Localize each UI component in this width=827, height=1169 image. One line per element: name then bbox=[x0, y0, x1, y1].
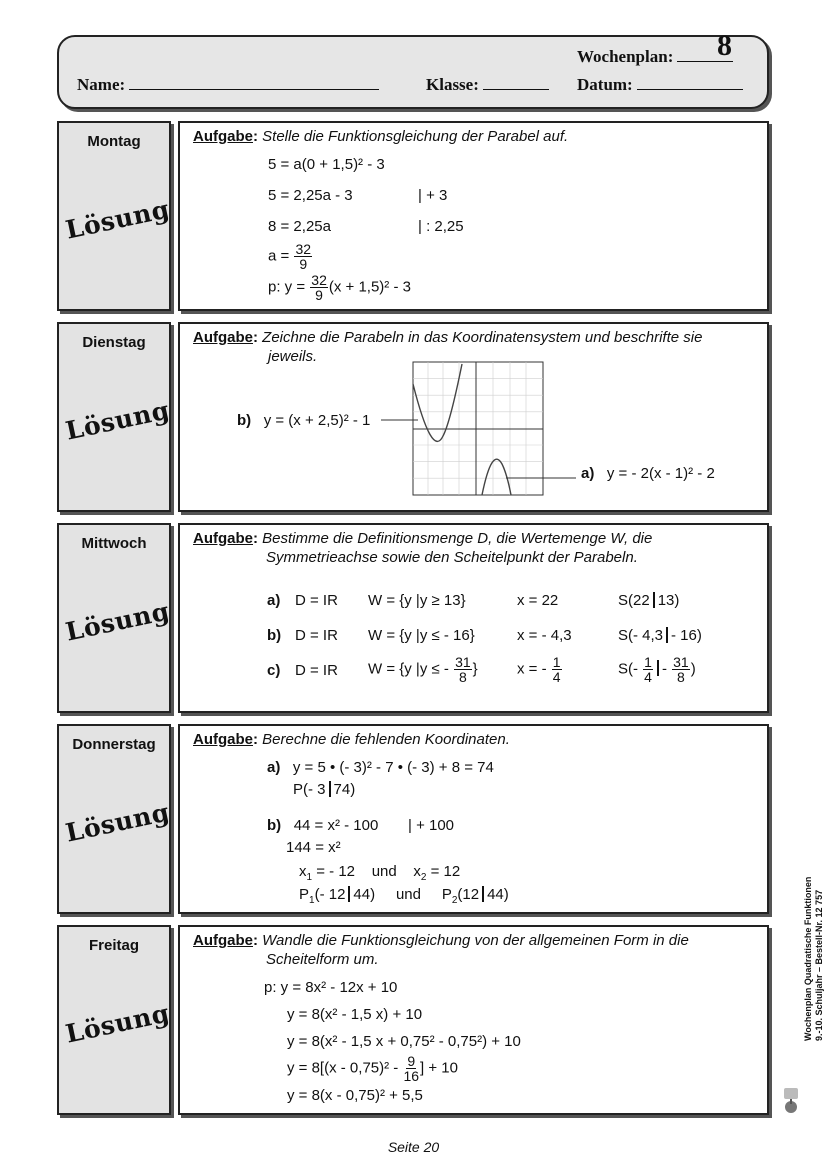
instruction-mittwoch-2: Symmetrieachse sowie den Scheitelpunkt der Parabeln. bbox=[266, 549, 638, 566]
wochenplan-field bbox=[577, 47, 733, 67]
item-c-axis-text: x = - bbox=[517, 660, 551, 678]
task-cell-mittwoch bbox=[178, 523, 769, 713]
math-line-3: y = 8(x² - 1,5 x + 0,75² - 0,75²) + 10 bbox=[287, 1033, 521, 1050]
part-a-point-x: P(- 3 bbox=[293, 781, 326, 798]
fraction bbox=[294, 242, 312, 271]
item-a-range: W = {y |y ≥ 13} bbox=[368, 592, 466, 609]
fraction-den: 16 bbox=[403, 1068, 420, 1084]
datum-label: Datum: bbox=[577, 75, 633, 94]
item-a-vertex-x: S(22 bbox=[618, 592, 650, 609]
item-c-vertex-end: ) bbox=[690, 660, 696, 678]
label-b-equation: y = (x + 2,5)² - 1 bbox=[263, 412, 371, 429]
item-c-vertex bbox=[618, 655, 696, 684]
math-line-5 bbox=[268, 273, 411, 302]
math-line-2: 5 = 2,25a - 3 bbox=[268, 187, 353, 204]
math-line-4 bbox=[268, 242, 313, 271]
fraction-den: 4 bbox=[552, 669, 561, 685]
row-dienstag bbox=[57, 322, 769, 512]
item-a-domain: D = IR bbox=[295, 592, 338, 609]
label-a bbox=[581, 465, 715, 482]
week-number: 8 bbox=[717, 29, 732, 62]
instruction-montag: Stelle die Funktionsgleichung der Parabel auf. bbox=[262, 128, 569, 145]
row-mittwoch bbox=[57, 523, 769, 713]
part-a-eq-text: y = 5 • (- 3)² - 7 • (- 3) + 8 = 74 bbox=[292, 759, 494, 776]
task-cell-freitag bbox=[178, 925, 769, 1115]
math-line-4-end: ] + 10 bbox=[420, 1059, 458, 1077]
p1-y: 44) bbox=[353, 886, 376, 903]
task-heading-donnerstag: Aufgabe: Berechne die fehlenden Koordinaten. bbox=[193, 731, 510, 748]
fraction-den: 9 bbox=[299, 256, 308, 272]
task-cell-dienstag bbox=[178, 322, 769, 512]
label-b bbox=[237, 412, 370, 429]
und-word: und bbox=[371, 863, 397, 880]
part-b-points bbox=[299, 886, 509, 906]
fraction-den: 9 bbox=[315, 287, 323, 303]
fraction bbox=[643, 655, 653, 684]
item-c-label: c) bbox=[267, 662, 281, 679]
loesung-stamp-freitag: Lösung bbox=[63, 998, 173, 1049]
fraction-num: 1 bbox=[552, 654, 561, 670]
instruction-dienstag-1: Zeichne die Parabeln in das Koordinatensystem und beschrifte sie bbox=[262, 329, 703, 346]
task-heading-dienstag: Aufgabe: Zeichne die Parabeln in das Koordinatensystem und beschrifte sie bbox=[193, 329, 703, 346]
item-b-domain: D = IR bbox=[295, 627, 338, 644]
publisher-side-text bbox=[803, 877, 825, 1041]
side-text-2: 9.-10. Schuljahr – Bestell-Nr. 12 757 bbox=[814, 889, 824, 1041]
item-b-range: W = {y |y ≤ - 16} bbox=[368, 627, 475, 644]
item-c-domain: D = IR bbox=[295, 662, 338, 679]
publisher-logo-icon bbox=[781, 1084, 801, 1114]
p1-var: P bbox=[299, 886, 310, 903]
part-a-point bbox=[293, 781, 355, 798]
fraction bbox=[552, 655, 562, 684]
task-heading-freitag: Aufgabe: Wandle die Funktionsgleichung von der allgemeinen Form in die bbox=[193, 932, 689, 949]
loesung-stamp-mittwoch: Lösung bbox=[63, 596, 173, 647]
x2-var: x bbox=[413, 863, 421, 880]
day-name-freitag: Freitag bbox=[88, 937, 139, 954]
fraction-den: 4 bbox=[644, 669, 652, 685]
item-a-label: a) bbox=[267, 592, 281, 609]
fraction-num: 9 bbox=[407, 1053, 416, 1069]
math-line-1: 5 = a(0 + 1,5)² - 3 bbox=[268, 156, 385, 173]
math-line-5-end: (x + 1,5)² - 3 bbox=[328, 278, 411, 296]
fraction-num: 32 bbox=[295, 241, 312, 257]
fraction bbox=[454, 655, 472, 684]
instruction-freitag-2: Scheitelform um. bbox=[266, 951, 379, 968]
klasse-field bbox=[426, 75, 549, 95]
item-b-vertex-y: - 16) bbox=[671, 627, 702, 644]
page-number: Seite 20 bbox=[387, 1139, 440, 1155]
math-line-1: p: y = 8x² - 12x + 10 bbox=[264, 979, 398, 996]
task-cell-montag bbox=[178, 121, 769, 311]
header-box bbox=[57, 29, 769, 109]
part-a-label: a) bbox=[267, 759, 281, 776]
fraction-num: 32 bbox=[311, 272, 327, 288]
name-label: Name: bbox=[77, 75, 126, 94]
fraction bbox=[672, 655, 690, 684]
day-name-dienstag: Dienstag bbox=[82, 334, 146, 351]
math-op-3: | : 2,25 bbox=[418, 218, 464, 235]
instruction-mittwoch-1: Bestimme die Definitionsmenge D, die Wertemenge W, die bbox=[262, 530, 653, 547]
aufgabe-label: Aufgabe bbox=[193, 932, 253, 949]
part-a-point-y: 74) bbox=[333, 781, 356, 798]
fraction-den: 8 bbox=[677, 669, 685, 685]
math-line-5: y = 8(x - 0,75)² + 5,5 bbox=[287, 1087, 423, 1104]
day-cell-dienstag bbox=[57, 322, 171, 512]
task-heading-montag: Aufgabe: Stelle die Funktionsgleichung der Parabel auf. bbox=[193, 128, 569, 145]
x1-sub: 1 bbox=[306, 872, 313, 883]
math-line-2: y = 8(x² - 1,5 x) + 10 bbox=[287, 1006, 423, 1023]
p1-sub: 1 bbox=[309, 895, 315, 906]
math-line-4-text: a = bbox=[268, 247, 294, 265]
item-b-vertex-x: S(- 4,3 bbox=[618, 627, 664, 644]
item-a-vertex-y: 13) bbox=[657, 592, 680, 609]
day-cell-freitag bbox=[57, 925, 171, 1115]
item-c-vertex-text: S(- bbox=[618, 660, 643, 678]
loesung-stamp-dienstag: Lösung bbox=[63, 395, 173, 446]
item-a-axis: x = 22 bbox=[517, 592, 559, 609]
fraction-num: 31 bbox=[455, 654, 471, 670]
math-line-5-text: p: y = bbox=[268, 278, 310, 296]
day-name-donnerstag: Donnerstag bbox=[72, 736, 156, 753]
x2-value: = 12 bbox=[426, 863, 461, 880]
day-cell-donnerstag bbox=[57, 724, 171, 914]
row-montag bbox=[57, 121, 769, 311]
row-donnerstag bbox=[57, 724, 769, 914]
day-name-mittwoch: Mittwoch bbox=[81, 535, 147, 552]
day-name-montag: Montag bbox=[87, 133, 141, 150]
name-field bbox=[77, 75, 379, 95]
item-c-axis bbox=[517, 655, 563, 684]
instruction-dienstag-2: jeweils. bbox=[268, 348, 318, 365]
part-b-label: b) bbox=[267, 817, 282, 834]
und-word: und bbox=[395, 886, 421, 903]
row-freitag bbox=[57, 925, 769, 1115]
x2-sub: 2 bbox=[420, 872, 427, 883]
aufgabe-label: Aufgabe bbox=[193, 128, 253, 145]
item-c-range-text: W = {y |y ≤ - bbox=[368, 660, 454, 678]
item-c-vertex-mid: - bbox=[661, 660, 672, 678]
aufgabe-label: Aufgabe bbox=[193, 731, 253, 748]
fraction bbox=[403, 1054, 419, 1083]
p2-var: P bbox=[441, 886, 452, 903]
aufgabe-label: Aufgabe bbox=[193, 329, 253, 346]
math-line-3: 8 = 2,25a bbox=[268, 218, 331, 235]
p2-x: (12 bbox=[457, 886, 480, 903]
datum-field bbox=[577, 75, 743, 95]
part-b-solutions bbox=[299, 863, 460, 883]
part-b-op: | + 100 bbox=[408, 817, 455, 834]
p1-x: (- 12 bbox=[314, 886, 346, 903]
task-heading-mittwoch: Aufgabe: Bestimme die Definitionsmenge D, die Wertemenge W, die bbox=[193, 530, 653, 547]
part-b-equation bbox=[267, 817, 378, 834]
fraction bbox=[310, 273, 328, 302]
part-a-equation bbox=[267, 759, 494, 776]
item-b-vertex bbox=[618, 627, 702, 644]
fraction-den: 8 bbox=[458, 669, 467, 685]
p2-sub: 2 bbox=[451, 895, 458, 906]
side-text-1: Wochenplan Quadratische Funktionen bbox=[803, 876, 813, 1041]
math-line-4-text: y = 8[(x - 0,75)² - bbox=[287, 1059, 403, 1077]
math-line-4 bbox=[287, 1054, 458, 1083]
label-a-letter: a) bbox=[581, 465, 595, 482]
label-a-equation: y = - 2(x - 1)² - 2 bbox=[606, 465, 715, 482]
item-b-label: b) bbox=[267, 627, 282, 644]
item-a-vertex bbox=[618, 592, 679, 609]
item-b-axis: x = - 4,3 bbox=[517, 627, 572, 644]
math-op-2: | + 3 bbox=[418, 187, 448, 204]
label-b-letter: b) bbox=[237, 412, 252, 429]
wochenplan-label: Wochenplan: bbox=[577, 47, 674, 66]
fraction-num: 1 bbox=[644, 654, 652, 670]
loesung-stamp-montag: Lösung bbox=[63, 194, 173, 245]
item-c-range-end: } bbox=[472, 660, 478, 678]
loesung-stamp-donnerstag: Lösung bbox=[63, 797, 173, 848]
x1-value: = - 12 bbox=[312, 863, 356, 880]
part-b-line-2: 144 = x² bbox=[286, 839, 341, 856]
p2-y: 44) bbox=[487, 886, 509, 903]
fraction-num: 31 bbox=[673, 654, 689, 670]
part-b-eq-text: 44 = x² - 100 bbox=[293, 817, 379, 834]
day-cell-mittwoch bbox=[57, 523, 171, 713]
instruction-donnerstag: Berechne die fehlenden Koordinaten. bbox=[262, 731, 510, 748]
x1-var: x bbox=[299, 863, 307, 880]
instruction-freitag-1: Wandle die Funktionsgleichung von der allgemeinen Form in die bbox=[262, 932, 689, 949]
day-cell-montag bbox=[57, 121, 171, 311]
aufgabe-label: Aufgabe bbox=[193, 530, 253, 547]
task-cell-donnerstag bbox=[178, 724, 769, 914]
klasse-label: Klasse: bbox=[426, 75, 479, 94]
item-c-range bbox=[368, 655, 478, 684]
